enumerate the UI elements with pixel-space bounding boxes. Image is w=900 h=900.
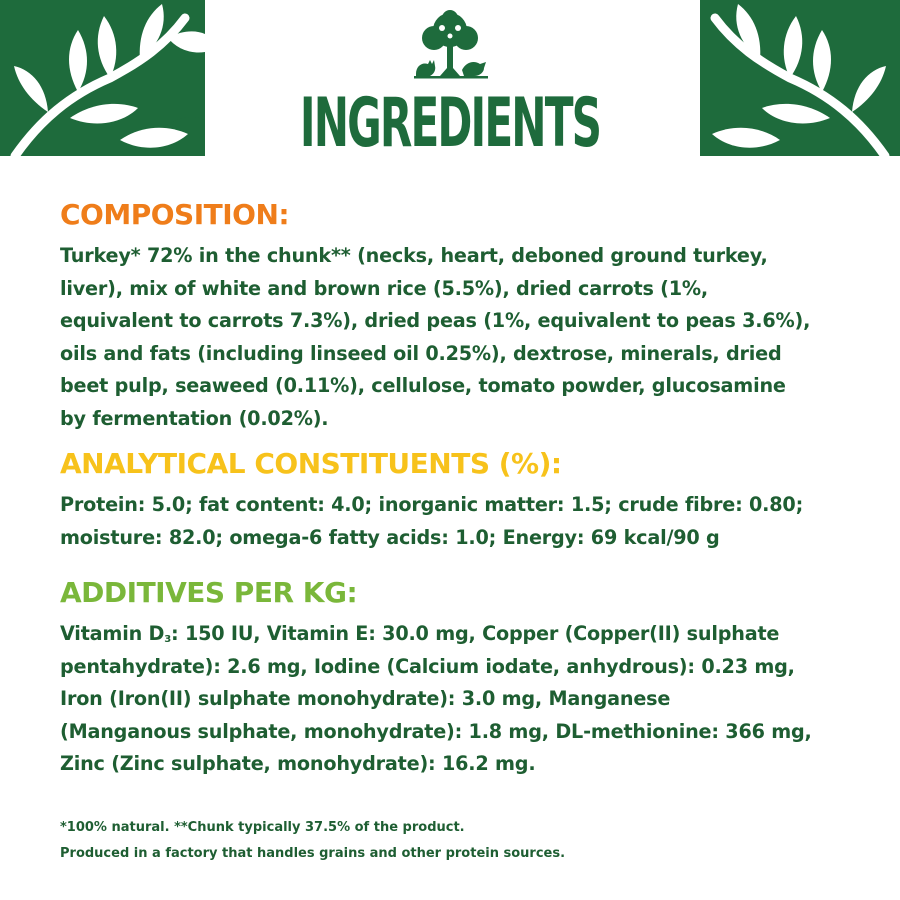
additives-line: (Manganous sulphate, monohydrate): 1.8 mg, DL-methionine: 366 mg, — [60, 719, 812, 743]
analytical-line: Protein: 5.0; fat content: 4.0; inorganic matter: 1.5; crude fibre: 0.80; — [60, 493, 804, 516]
analytical-line: moisture: 82.0; omega-6 fatty acids: 1.0; Energy: 69 kcal/90 g — [60, 525, 720, 549]
additives-text — [60, 618, 860, 781]
tree-with-cat-and-dog-logo — [408, 10, 492, 82]
additives-line: pentahydrate): 2.6 mg, Iodine (Calcium iodate, anhydrous): 0.23 mg, — [60, 654, 795, 678]
composition-line: oils and fats (including linseed oil 0.25%), dextrose, minerals, dried — [60, 341, 782, 365]
vitamin-d-subscript: 3 — [164, 634, 172, 645]
page-title: INGREDIENTS — [299, 84, 601, 163]
additives-heading: ADDITIVES PER KG: — [60, 576, 358, 609]
composition-text — [60, 240, 860, 435]
composition-line: liver), mix of white and brown rice (5.5%), dried carrots (1%, — [60, 276, 708, 300]
composition-line: equivalent to carrots 7.3%), dried peas (1%, equivalent to peas 3.6%), — [60, 309, 811, 332]
composition-line: Turkey* 72% in the chunk** (necks, heart, deboned ground turkey, — [60, 244, 768, 267]
vitamin-d-label: Vitamin D — [60, 622, 165, 645]
additives-line: Iron (Iron(II) sulphate monohydrate): 3.0 mg, Manganese — [60, 687, 671, 710]
analytical-text — [60, 489, 860, 554]
footnote-line: Produced in a factory that handles grains and other protein sources. — [60, 846, 566, 861]
composition-heading: COMPOSITION: — [60, 198, 290, 231]
composition-line: beet pulp, seaweed (0.11%), cellulose, tomato powder, glucosamine — [60, 374, 786, 397]
additives-line: Zinc (Zinc sulphate, monohydrate): 16.2 mg. — [60, 752, 536, 775]
footnote-line: *100% natural. **Chunk typically 37.5% of the product. — [60, 820, 465, 835]
composition-line: by fermentation (0.02%). — [60, 406, 329, 430]
leaf-corner-decoration-right — [700, 0, 900, 158]
additives-line — [60, 622, 779, 645]
footnotes — [60, 815, 565, 867]
additives-line-rest: : 150 IU, Vitamin E: 30.0 mg, Copper (Copper(II) sulphate — [171, 622, 780, 645]
analytical-heading: ANALYTICAL CONSTITUENTS (%): — [60, 447, 562, 480]
